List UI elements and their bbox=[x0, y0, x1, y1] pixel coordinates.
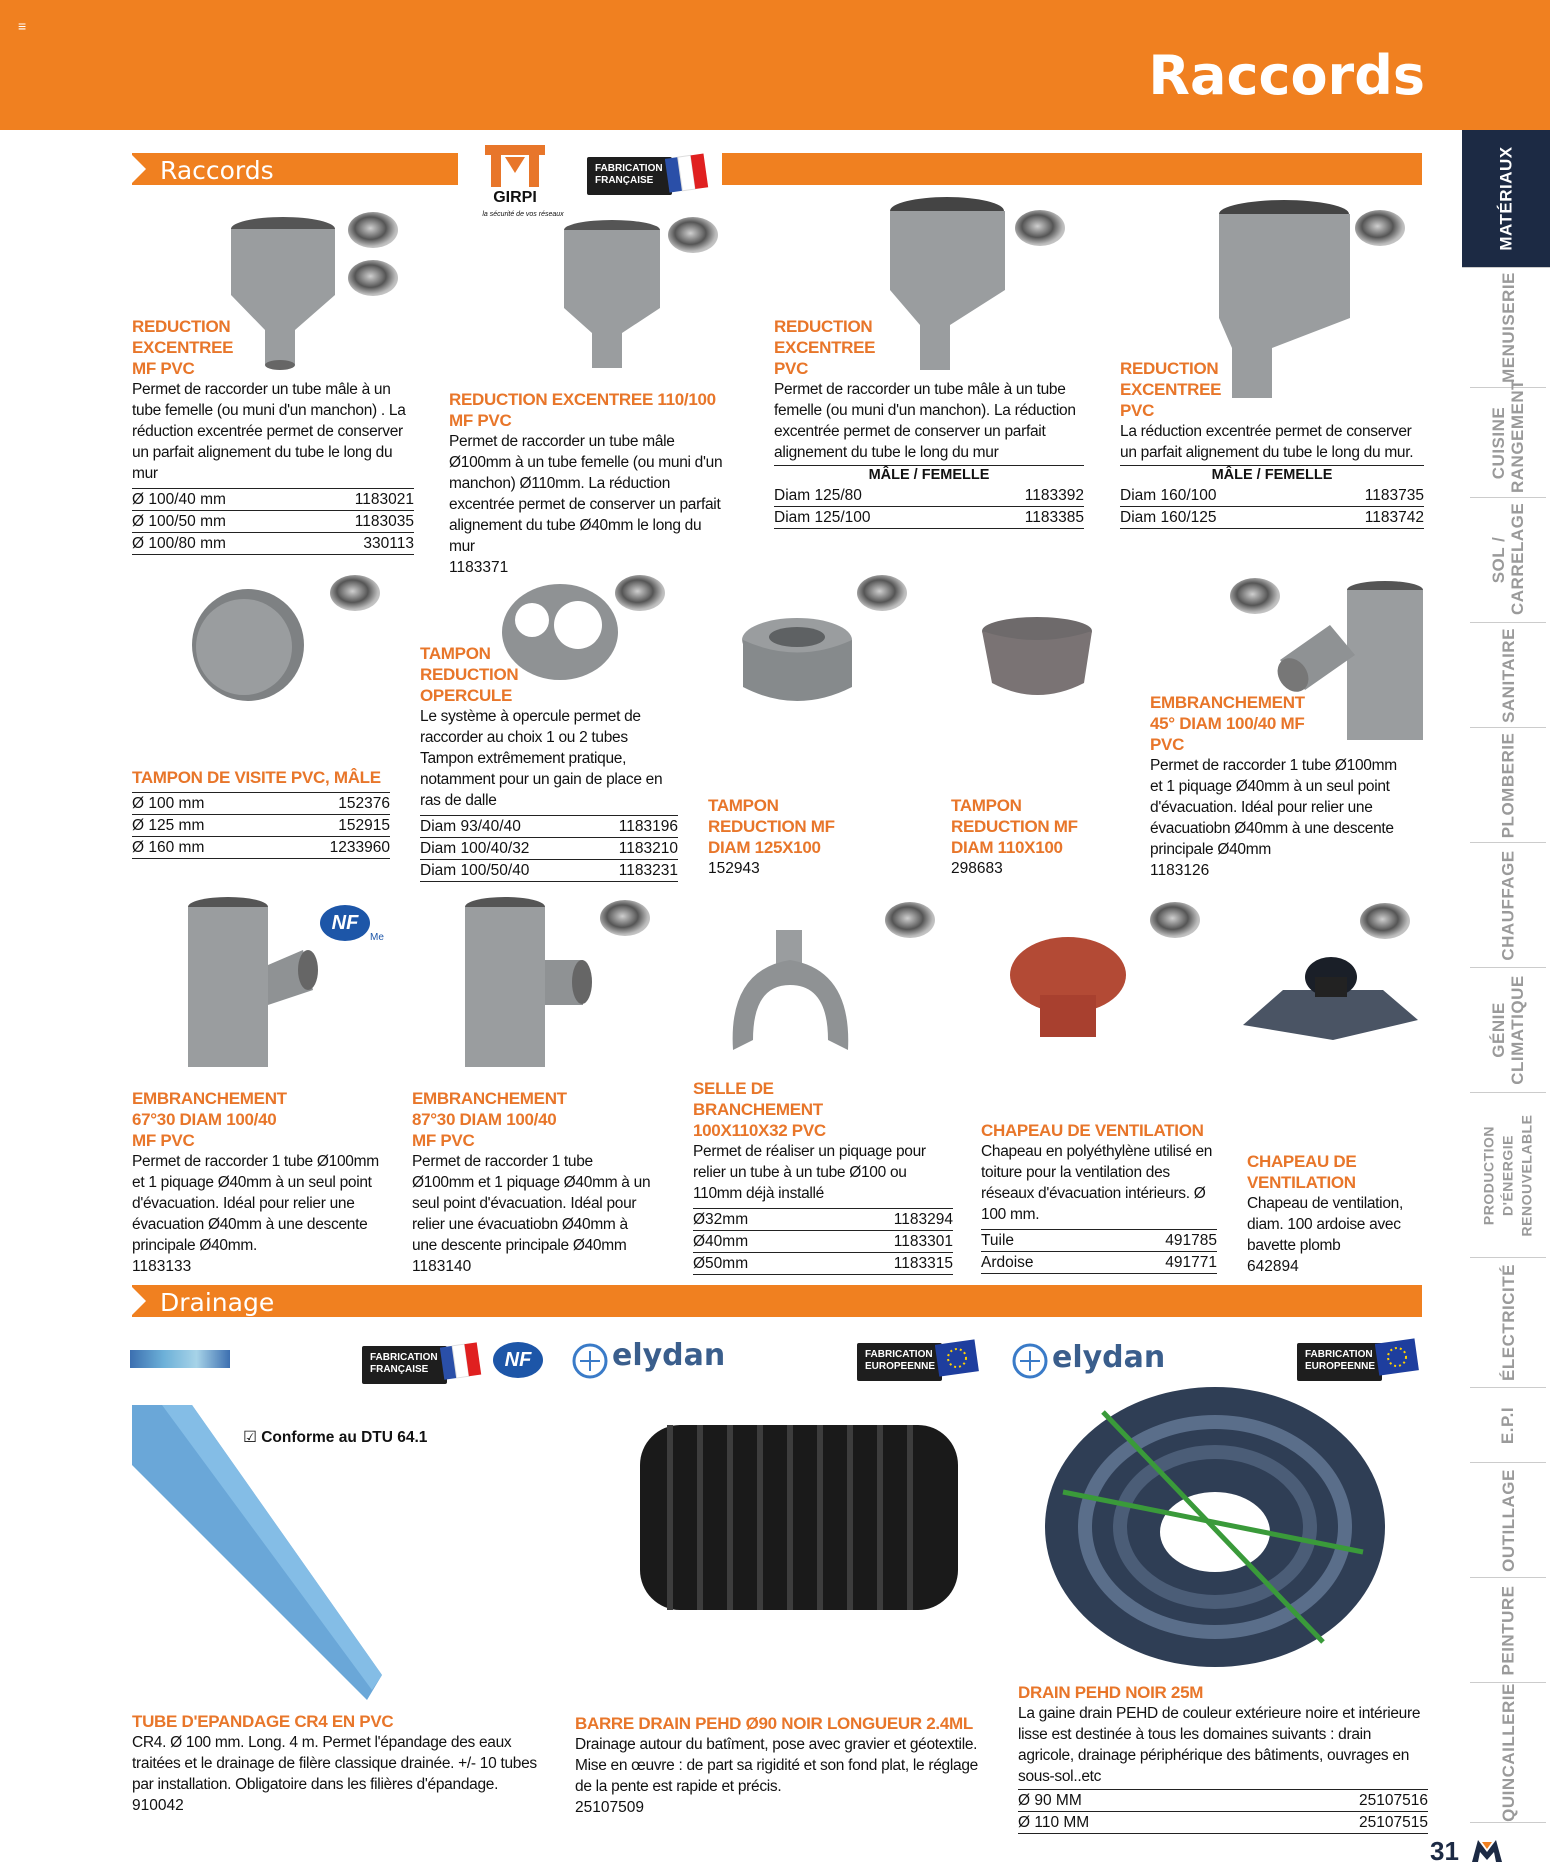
product-chapeau-ventilation-2 bbox=[1247, 1151, 1432, 1277]
table-row: Diam 125/80 1183392 bbox=[774, 485, 1084, 507]
sidebar-item-quincaillerie[interactable]: QUINCAILLERIE bbox=[1470, 1683, 1546, 1823]
fabrication-europeenne-logo: FABRICATION EUROPEENNE bbox=[1297, 1343, 1382, 1381]
product-badge-icon bbox=[1230, 578, 1280, 614]
product-badge-icon bbox=[1150, 902, 1200, 938]
tampon-visite-image bbox=[188, 585, 308, 705]
embranchement-67-image bbox=[183, 895, 318, 1070]
product-drain-pehd bbox=[1018, 1682, 1428, 1834]
table-row: Diam 160/125 1183742 bbox=[1120, 507, 1424, 529]
product-tampon-110 bbox=[951, 795, 1121, 879]
product-reduction-mf bbox=[132, 316, 414, 555]
product-tube-epandage bbox=[132, 1711, 542, 1816]
product-tampon-visite bbox=[132, 767, 390, 859]
nf-me-text: Me bbox=[370, 932, 384, 943]
product-title: CHAPEAU DE VENTILATION bbox=[981, 1121, 1204, 1140]
product-title: REDUCTION EXCENTREE PVC bbox=[1120, 359, 1222, 420]
reference-table bbox=[132, 792, 390, 859]
reference-table bbox=[1018, 1789, 1428, 1834]
product-badge-icon bbox=[885, 902, 935, 938]
chapeau-tuile-image bbox=[1008, 935, 1128, 1040]
product-reference: 152943 bbox=[708, 860, 760, 877]
product-description: Le système à opercule permet de raccorder au choix 1 ou 2 tubes Tampon extrêmement pratique, notamment pour un gain de place en ras de dalle bbox=[420, 708, 663, 809]
section-bar-extension bbox=[722, 153, 1422, 185]
reference-table bbox=[1120, 465, 1424, 529]
sidebar-item-genie-climatique[interactable]: GÉNIE CLIMATIQUE bbox=[1470, 968, 1546, 1093]
product-reference: 910042 bbox=[132, 1797, 184, 1814]
table-row: Ø 100/50 mm 1183035 bbox=[132, 511, 414, 533]
table-header: MÂLE / FEMELLE bbox=[1120, 465, 1424, 485]
sidebar-item-epi[interactable]: E.P.I bbox=[1470, 1388, 1546, 1463]
product-reduction-110-100 bbox=[449, 389, 723, 578]
table-row: Ø 125 mm 152915 bbox=[132, 815, 390, 837]
table-row: Ø 100 mm 152376 bbox=[132, 792, 390, 815]
fabrication-francaise-logo: FABRICATION FRANÇAISE bbox=[587, 157, 672, 195]
product-badge-icon bbox=[330, 575, 380, 611]
product-chapeau-ventilation-1 bbox=[981, 1120, 1217, 1274]
table-row: Ø50mm 1183315 bbox=[693, 1253, 953, 1275]
nf-logo: NF bbox=[320, 905, 370, 941]
product-description: Permet de raccorder un tube mâle à un tube femelle (ou muni d'un manchon) . La réduction excentrée permet de conserver un parfait alignement du tube le long du mur bbox=[132, 381, 406, 482]
product-barre-drain bbox=[575, 1713, 980, 1818]
checkbox-icon: ☑ bbox=[243, 1429, 262, 1446]
product-description: Drainage autour du batîment, pose avec gravier et géotextile. Mise en œuvre : de part sa rigidité et son fond plat, le réglage de la pente est rapide et précis. bbox=[575, 1736, 978, 1795]
product-description: La gaine drain PEHD de couleur extérieure noire et intérieure lisse est destinée à tous les domaines suivants : drain agricole, drainage périphérique des bâtiments, ouvrages en sous-sol..etc bbox=[1018, 1705, 1421, 1785]
table-row: Diam 100/50/40 1183231 bbox=[420, 860, 678, 882]
section-drainage bbox=[132, 1285, 1422, 1317]
product-description: Chapeau en polyéthylène utilisé en toiture pour la ventilation des réseaux d'évacuation intérieurs. Ø 100 mm. bbox=[981, 1143, 1213, 1223]
sidebar-item-menuiserie[interactable]: MENUISERIE bbox=[1470, 268, 1546, 388]
reduction-image bbox=[557, 218, 667, 373]
barre-drain-image bbox=[640, 1425, 958, 1610]
sidebar-item-sanitaire[interactable]: SANITAIRE bbox=[1470, 623, 1546, 728]
header-bar bbox=[0, 0, 1550, 130]
section-title: Drainage bbox=[160, 1288, 275, 1317]
product-description: Permet de raccorder 1 tube Ø100mm et 1 piquage Ø40mm à un seul point d'évacuation. Idéal pour relier une évacuation Ø40mm à une descente principale Ø40mm. bbox=[132, 1153, 379, 1254]
eu-flag-icon bbox=[935, 1338, 980, 1380]
product-title: EMBRANCHEMENT 87°30 DIAM 100/40 MF PVC bbox=[412, 1089, 567, 1150]
table-row: Ø 90 MM 25107516 bbox=[1018, 1789, 1428, 1812]
sidebar-item-cuisine[interactable]: CUISINE RANGEMENT bbox=[1470, 388, 1546, 498]
reference-table bbox=[981, 1229, 1217, 1274]
product-badge-icon bbox=[1355, 210, 1405, 246]
product-description: CR4. Ø 100 mm. Long. 4 m. Permet l'épandage des eaux traitées et le drainage de filère classique drainée. +/- 10 tubes par installation. Obligatoire dans les filières d'épandage. bbox=[132, 1734, 537, 1793]
product-description: Permet de raccorder un tube mâle Ø100mm à un tube femelle (ou muni d'un manchon) Ø110mm. La réduction excentrée permet de conserver un parfait alignement du tube Ø40mm le long du mur bbox=[449, 433, 723, 555]
nf-logo: NF bbox=[493, 1342, 543, 1378]
product-description: Permet de raccorder 1 tube Ø100mm et 1 piquage Ø40mm à un seul point d'évacuation. Idéal pour relier une évacuatiobn Ø40mm à une descente principale Ø40mm bbox=[1150, 757, 1397, 858]
product-badge-icon bbox=[615, 575, 665, 611]
product-description: Permet de réaliser un piquage pour relier un tube à un tube Ø100 ou 110mm déjà installé bbox=[693, 1143, 926, 1202]
product-title: TAMPON DE VISITE PVC, MÂLE bbox=[132, 768, 381, 787]
tampon-110-image bbox=[980, 615, 1095, 710]
page-title: Raccords bbox=[1148, 44, 1425, 107]
product-badge-icon bbox=[348, 260, 398, 296]
product-title: TUBE D'EPANDAGE CR4 EN PVC bbox=[132, 1712, 394, 1731]
french-flag-icon bbox=[440, 1340, 482, 1382]
sidebar-item-electricite[interactable]: ÉLECTRICITÉ bbox=[1470, 1258, 1546, 1388]
product-title: REDUCTION EXCENTREE PVC bbox=[774, 317, 876, 378]
elydan-icon bbox=[572, 1343, 608, 1379]
product-reference: 1183126 bbox=[1150, 862, 1210, 879]
table-row: Ø 100/40 mm 1183021 bbox=[132, 488, 414, 511]
product-reduction-160 bbox=[1120, 358, 1424, 529]
fabrication-europeenne-logo: FABRICATION EUROPEENNE bbox=[857, 1343, 942, 1381]
product-reduction-125 bbox=[774, 316, 1084, 529]
table-row: Diam 93/40/40 1183196 bbox=[420, 815, 678, 838]
french-flag-icon bbox=[665, 152, 709, 194]
table-row: Diam 125/100 1183385 bbox=[774, 507, 1084, 529]
product-tampon-125 bbox=[708, 795, 878, 879]
tube-epandage-image bbox=[132, 1405, 382, 1705]
product-badge-icon bbox=[1360, 903, 1410, 939]
brand-logo bbox=[130, 1350, 230, 1368]
reference-table bbox=[132, 488, 414, 555]
product-embranchement-67 bbox=[132, 1088, 390, 1277]
sidebar-item-materiaux[interactable]: MATÉRIAUX bbox=[1462, 130, 1550, 268]
product-badge-icon bbox=[348, 212, 398, 248]
sidebar-item-outillage[interactable]: OUTILLAGE bbox=[1470, 1463, 1546, 1578]
table-row: Diam 100/40/32 1183210 bbox=[420, 838, 678, 860]
sidebar-item-plomberie[interactable]: PLOMBERIE bbox=[1470, 728, 1546, 843]
table-row: Diam 160/100 1183735 bbox=[1120, 485, 1424, 507]
sidebar-item-energie[interactable]: PRODUCTION D'ÉNERGIE RENOUVELABLE bbox=[1470, 1093, 1546, 1258]
product-selle-branchement bbox=[693, 1078, 953, 1275]
product-tampon-opercule bbox=[420, 643, 678, 882]
product-embranchement-87 bbox=[412, 1088, 656, 1277]
reference-table bbox=[693, 1208, 953, 1275]
drain-coil-image bbox=[1043, 1372, 1388, 1672]
product-embranchement-45 bbox=[1150, 692, 1408, 881]
product-title: DRAIN PEHD NOIR 25M bbox=[1018, 1683, 1204, 1702]
girpi-text: GIRPI bbox=[493, 189, 537, 206]
elydan-logo: elydan bbox=[612, 1338, 726, 1373]
brand-m-icon bbox=[1472, 1840, 1502, 1862]
table-row: Ø 110 MM 25107515 bbox=[1018, 1812, 1428, 1834]
embranchement-87-image bbox=[460, 895, 595, 1070]
sidebar-item-peinture[interactable]: PEINTURE bbox=[1470, 1578, 1546, 1683]
product-title: REDUCTION EXCENTREE 110/100 MF PVC bbox=[449, 390, 716, 430]
product-title: TAMPON REDUCTION MF DIAM 125X100 bbox=[708, 796, 835, 857]
product-title: REDUCTION EXCENTREE MF PVC bbox=[132, 317, 234, 378]
product-badge-icon bbox=[600, 900, 650, 936]
table-row: Ø 160 mm 1233960 bbox=[132, 837, 390, 859]
product-badge-icon bbox=[857, 575, 907, 611]
product-description: Permet de raccorder 1 tube Ø100mm et 1 piquage Ø40mm à un seul point d'évacuation. Idéal pour relier une évacuatiobn Ø40mm à une descente principale Ø40mm bbox=[412, 1153, 651, 1254]
chapeau-ardoise-image bbox=[1243, 955, 1418, 1040]
product-title: TAMPON REDUCTION OPERCULE bbox=[420, 644, 519, 705]
page-number: 31 bbox=[1430, 1836, 1459, 1865]
product-reference: 1183140 bbox=[412, 1258, 472, 1275]
product-title: EMBRANCHEMENT 45° DIAM 100/40 MF PVC bbox=[1150, 693, 1305, 754]
product-reference: 298683 bbox=[951, 860, 1003, 877]
product-reference: 1183371 bbox=[449, 559, 509, 576]
table-row: Ø40mm 1183301 bbox=[693, 1231, 953, 1253]
table-row: Tuile 491785 bbox=[981, 1229, 1217, 1252]
product-badge-icon bbox=[668, 217, 718, 253]
girpi-tagline: la sécurité de vos réseaux bbox=[482, 211, 564, 218]
fabrication-francaise-logo: FABRICATION FRANÇAISE bbox=[362, 1346, 447, 1384]
product-badge-icon bbox=[1015, 210, 1065, 246]
category-sidebar bbox=[1462, 130, 1550, 1830]
product-title: TAMPON REDUCTION MF DIAM 110X100 bbox=[951, 796, 1078, 857]
dtu-note: ☑ Conforme au DTU 64.1 bbox=[243, 1429, 428, 1446]
product-description: Chapeau de ventilation, diam. 100 ardoise avec bavette plomb bbox=[1247, 1195, 1403, 1254]
reference-table bbox=[420, 815, 678, 882]
selle-branchement-image bbox=[728, 930, 858, 1050]
product-title: SELLE DE BRANCHEMENT 100X110X32 PVC bbox=[693, 1079, 826, 1140]
menu-icon[interactable]: ≡ bbox=[18, 18, 27, 34]
product-reference: 25107509 bbox=[575, 1799, 644, 1816]
tampon-125-image bbox=[740, 615, 855, 710]
product-title: EMBRANCHEMENT 67°30 DIAM 100/40 MF PVC bbox=[132, 1089, 287, 1150]
table-row: Ardoise 491771 bbox=[981, 1252, 1217, 1274]
section-title: Raccords bbox=[160, 156, 274, 185]
section-raccords bbox=[132, 153, 458, 185]
elydan-logo: elydan bbox=[1052, 1340, 1166, 1375]
product-description: Permet de raccorder un tube mâle à un tube femelle (ou muni d'un manchon). La réduction excentrée permet de conserver un parfait alignement du tube le long du mur bbox=[774, 381, 1076, 461]
reference-table bbox=[774, 465, 1084, 529]
product-reference: 642894 bbox=[1247, 1258, 1299, 1275]
product-reference: 1183133 bbox=[132, 1258, 192, 1275]
table-header: MÂLE / FEMELLE bbox=[774, 465, 1084, 485]
product-title: BARRE DRAIN PEHD Ø90 NOIR LONGUEUR 2.4ML bbox=[575, 1714, 973, 1733]
sidebar-item-sol[interactable]: SOL / CARRELAGE bbox=[1470, 498, 1546, 623]
table-row: Ø 100/80 mm 330113 bbox=[132, 533, 414, 555]
product-title: CHAPEAU DE VENTILATION bbox=[1247, 1152, 1357, 1192]
table-row: Ø32mm 1183294 bbox=[693, 1208, 953, 1231]
sidebar-item-chauffage[interactable]: CHAUFFAGE bbox=[1470, 843, 1546, 968]
product-description: La réduction excentrée permet de conserver un parfait alignement du tube le long du mur. bbox=[1120, 423, 1414, 461]
